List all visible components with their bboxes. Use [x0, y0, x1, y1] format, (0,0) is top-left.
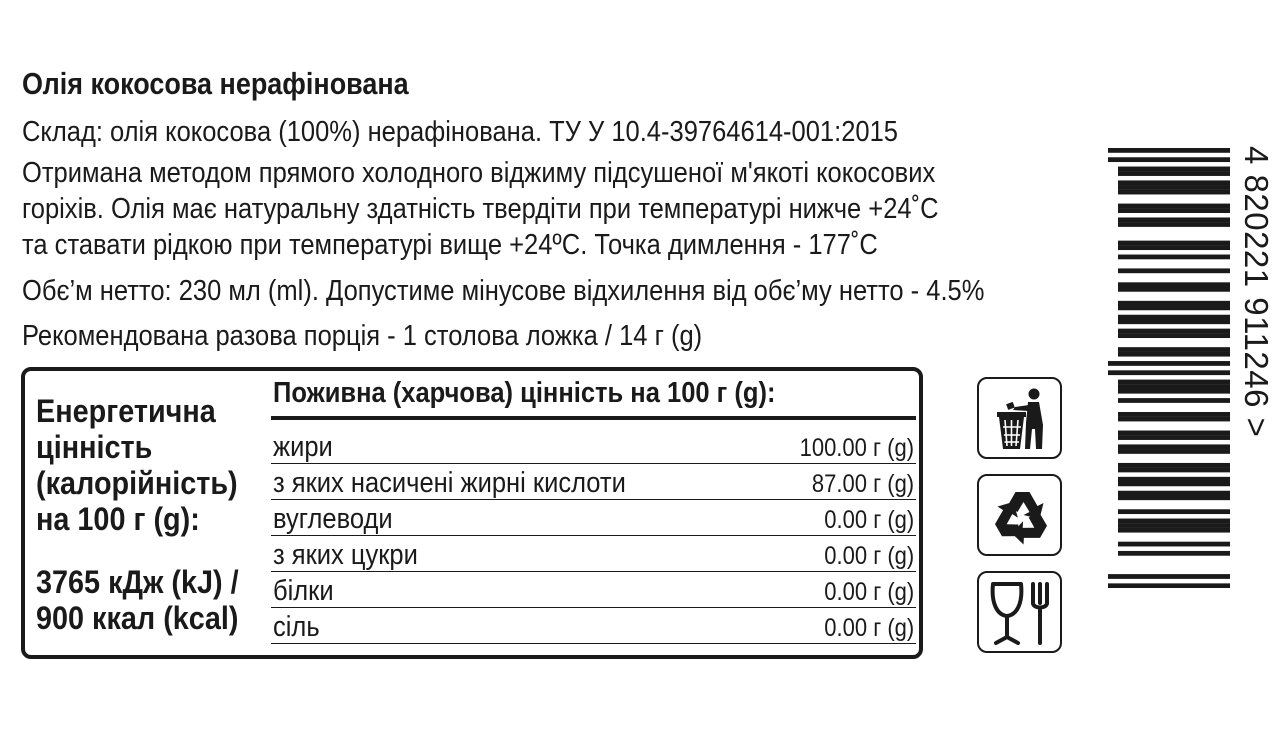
nutrient-value: 0.00 г (g)	[824, 578, 914, 606]
description-line-1: Отримана методом прямого холодного віджиму підсушеної м'якоті кокосових	[22, 157, 936, 189]
barcode-bar	[1118, 523, 1230, 528]
tidyman-bin-icon	[977, 377, 1062, 459]
energy-label	[36, 393, 238, 537]
barcode-bar	[1118, 389, 1230, 394]
barcode-bar	[1118, 477, 1230, 482]
barcode-bar	[1108, 157, 1230, 162]
nutrient-value: 87.00 г (g)	[811, 470, 914, 498]
barcode-bar	[1118, 190, 1230, 195]
nutrient-name: сіль	[273, 611, 320, 643]
description-line-2: горіхів. Олія має натуральну здатність твердіти при температурі нижче +24˚С	[22, 193, 939, 225]
barcode-bar	[1118, 519, 1230, 524]
energy-label-line: Енергетична	[36, 393, 216, 429]
net-volume-text: Обє’м нетто: 230 мл (ml). Допустиме мінусове відхилення від обє’му нетто - 4.5%	[22, 275, 985, 307]
barcode-bar	[1118, 208, 1230, 213]
description-line-3: та ставати рідкою при температурі вище +24ºС. Точка димлення - 177˚С	[22, 229, 878, 261]
barcode-bar	[1118, 431, 1230, 436]
barcode-bar	[1118, 384, 1230, 389]
barcode-bar	[1108, 148, 1230, 153]
barcode-bar	[1118, 417, 1230, 422]
barcode-bar	[1118, 333, 1230, 338]
barcode-bar	[1118, 444, 1230, 449]
nutrient-value: 100.00 г (g)	[799, 434, 914, 462]
barcode-bar	[1118, 319, 1230, 324]
barcode-bar	[1118, 241, 1230, 246]
food-safe-icon	[977, 571, 1062, 653]
table-row	[271, 464, 916, 500]
nutrient-name: вуглеводи	[273, 503, 393, 535]
energy-label-line: на 100 г (g):	[36, 501, 200, 537]
barcode-bar	[1118, 305, 1230, 310]
barcode-bar	[1118, 542, 1230, 547]
barcode-bar	[1118, 167, 1230, 172]
barcode-bar	[1118, 222, 1230, 227]
barcode-bar	[1118, 245, 1230, 250]
barcode-bar	[1118, 255, 1230, 260]
nutrient-value: 0.00 г (g)	[824, 542, 914, 570]
barcode-bar	[1118, 268, 1230, 273]
barcode-bar	[1118, 380, 1230, 385]
barcode-bar	[1118, 329, 1230, 334]
barcode-bar	[1118, 282, 1230, 287]
nutrient-name: білки	[273, 575, 334, 607]
barcode-bar	[1118, 551, 1230, 556]
barcode-bar	[1118, 185, 1230, 190]
barcode-bar	[1118, 352, 1230, 357]
energy-label-line: цінність	[36, 429, 153, 465]
table-row	[271, 428, 916, 464]
barcode-bar	[1118, 217, 1230, 222]
heading-divider	[271, 416, 916, 420]
table-row	[271, 500, 916, 536]
nutrition-heading: Поживна (харчова) цінність на 100 г (g):	[273, 377, 776, 409]
composition-text: Склад: олія кокосова (100%) нерафінована. ТУ У 10.4-39764614-001:2015	[22, 116, 898, 148]
barcode-bar	[1118, 171, 1230, 176]
nutrient-name: з яких цукри	[273, 539, 418, 571]
barcode-bar	[1118, 315, 1230, 320]
barcode-bar	[1118, 301, 1230, 306]
barcode-bar	[1118, 435, 1230, 440]
barcode-bar	[1118, 495, 1230, 500]
barcode-bar	[1118, 509, 1230, 514]
energy-value	[36, 564, 239, 636]
energy-value-kj: 3765 кДж (kJ) /	[36, 564, 239, 600]
barcode-bar	[1108, 583, 1230, 588]
barcode-digits: 4 820221 911246 >	[1238, 146, 1275, 438]
table-row	[271, 572, 916, 608]
product-title: Олія кокосова нерафінована	[22, 66, 409, 101]
nutrient-name: з яких насичені жирні кислоти	[273, 467, 626, 499]
nutrient-name: жири	[273, 431, 333, 463]
table-row	[271, 608, 916, 644]
barcode-bar	[1118, 398, 1230, 403]
nutrient-value: 0.00 г (g)	[824, 614, 914, 642]
serving-text: Рекомендована разова порція - 1 столова ложка / 14 г (g)	[22, 320, 703, 352]
barcode-bar	[1118, 204, 1230, 209]
table-row	[271, 536, 916, 572]
barcode-bar	[1118, 463, 1230, 468]
barcode-bar	[1118, 449, 1230, 454]
barcode-bar	[1118, 491, 1230, 496]
barcode-bar	[1108, 574, 1230, 579]
barcode	[1108, 148, 1230, 588]
barcode-bar	[1118, 287, 1230, 292]
barcode-bar	[1108, 370, 1230, 375]
barcode-bar	[1118, 481, 1230, 486]
nutrient-value: 0.00 г (g)	[824, 506, 914, 534]
recycle-icon	[977, 474, 1062, 556]
barcode-bar	[1118, 468, 1230, 473]
barcode-bar	[1118, 180, 1230, 185]
nutrition-table	[21, 367, 923, 659]
energy-label-line: (калорійність)	[36, 465, 238, 501]
barcode-bar	[1118, 412, 1230, 417]
barcode-bar	[1118, 347, 1230, 352]
barcode-bar	[1118, 528, 1230, 533]
energy-value-kcal: 900 ккал (kcal)	[36, 600, 239, 636]
barcode-bar	[1108, 361, 1230, 366]
